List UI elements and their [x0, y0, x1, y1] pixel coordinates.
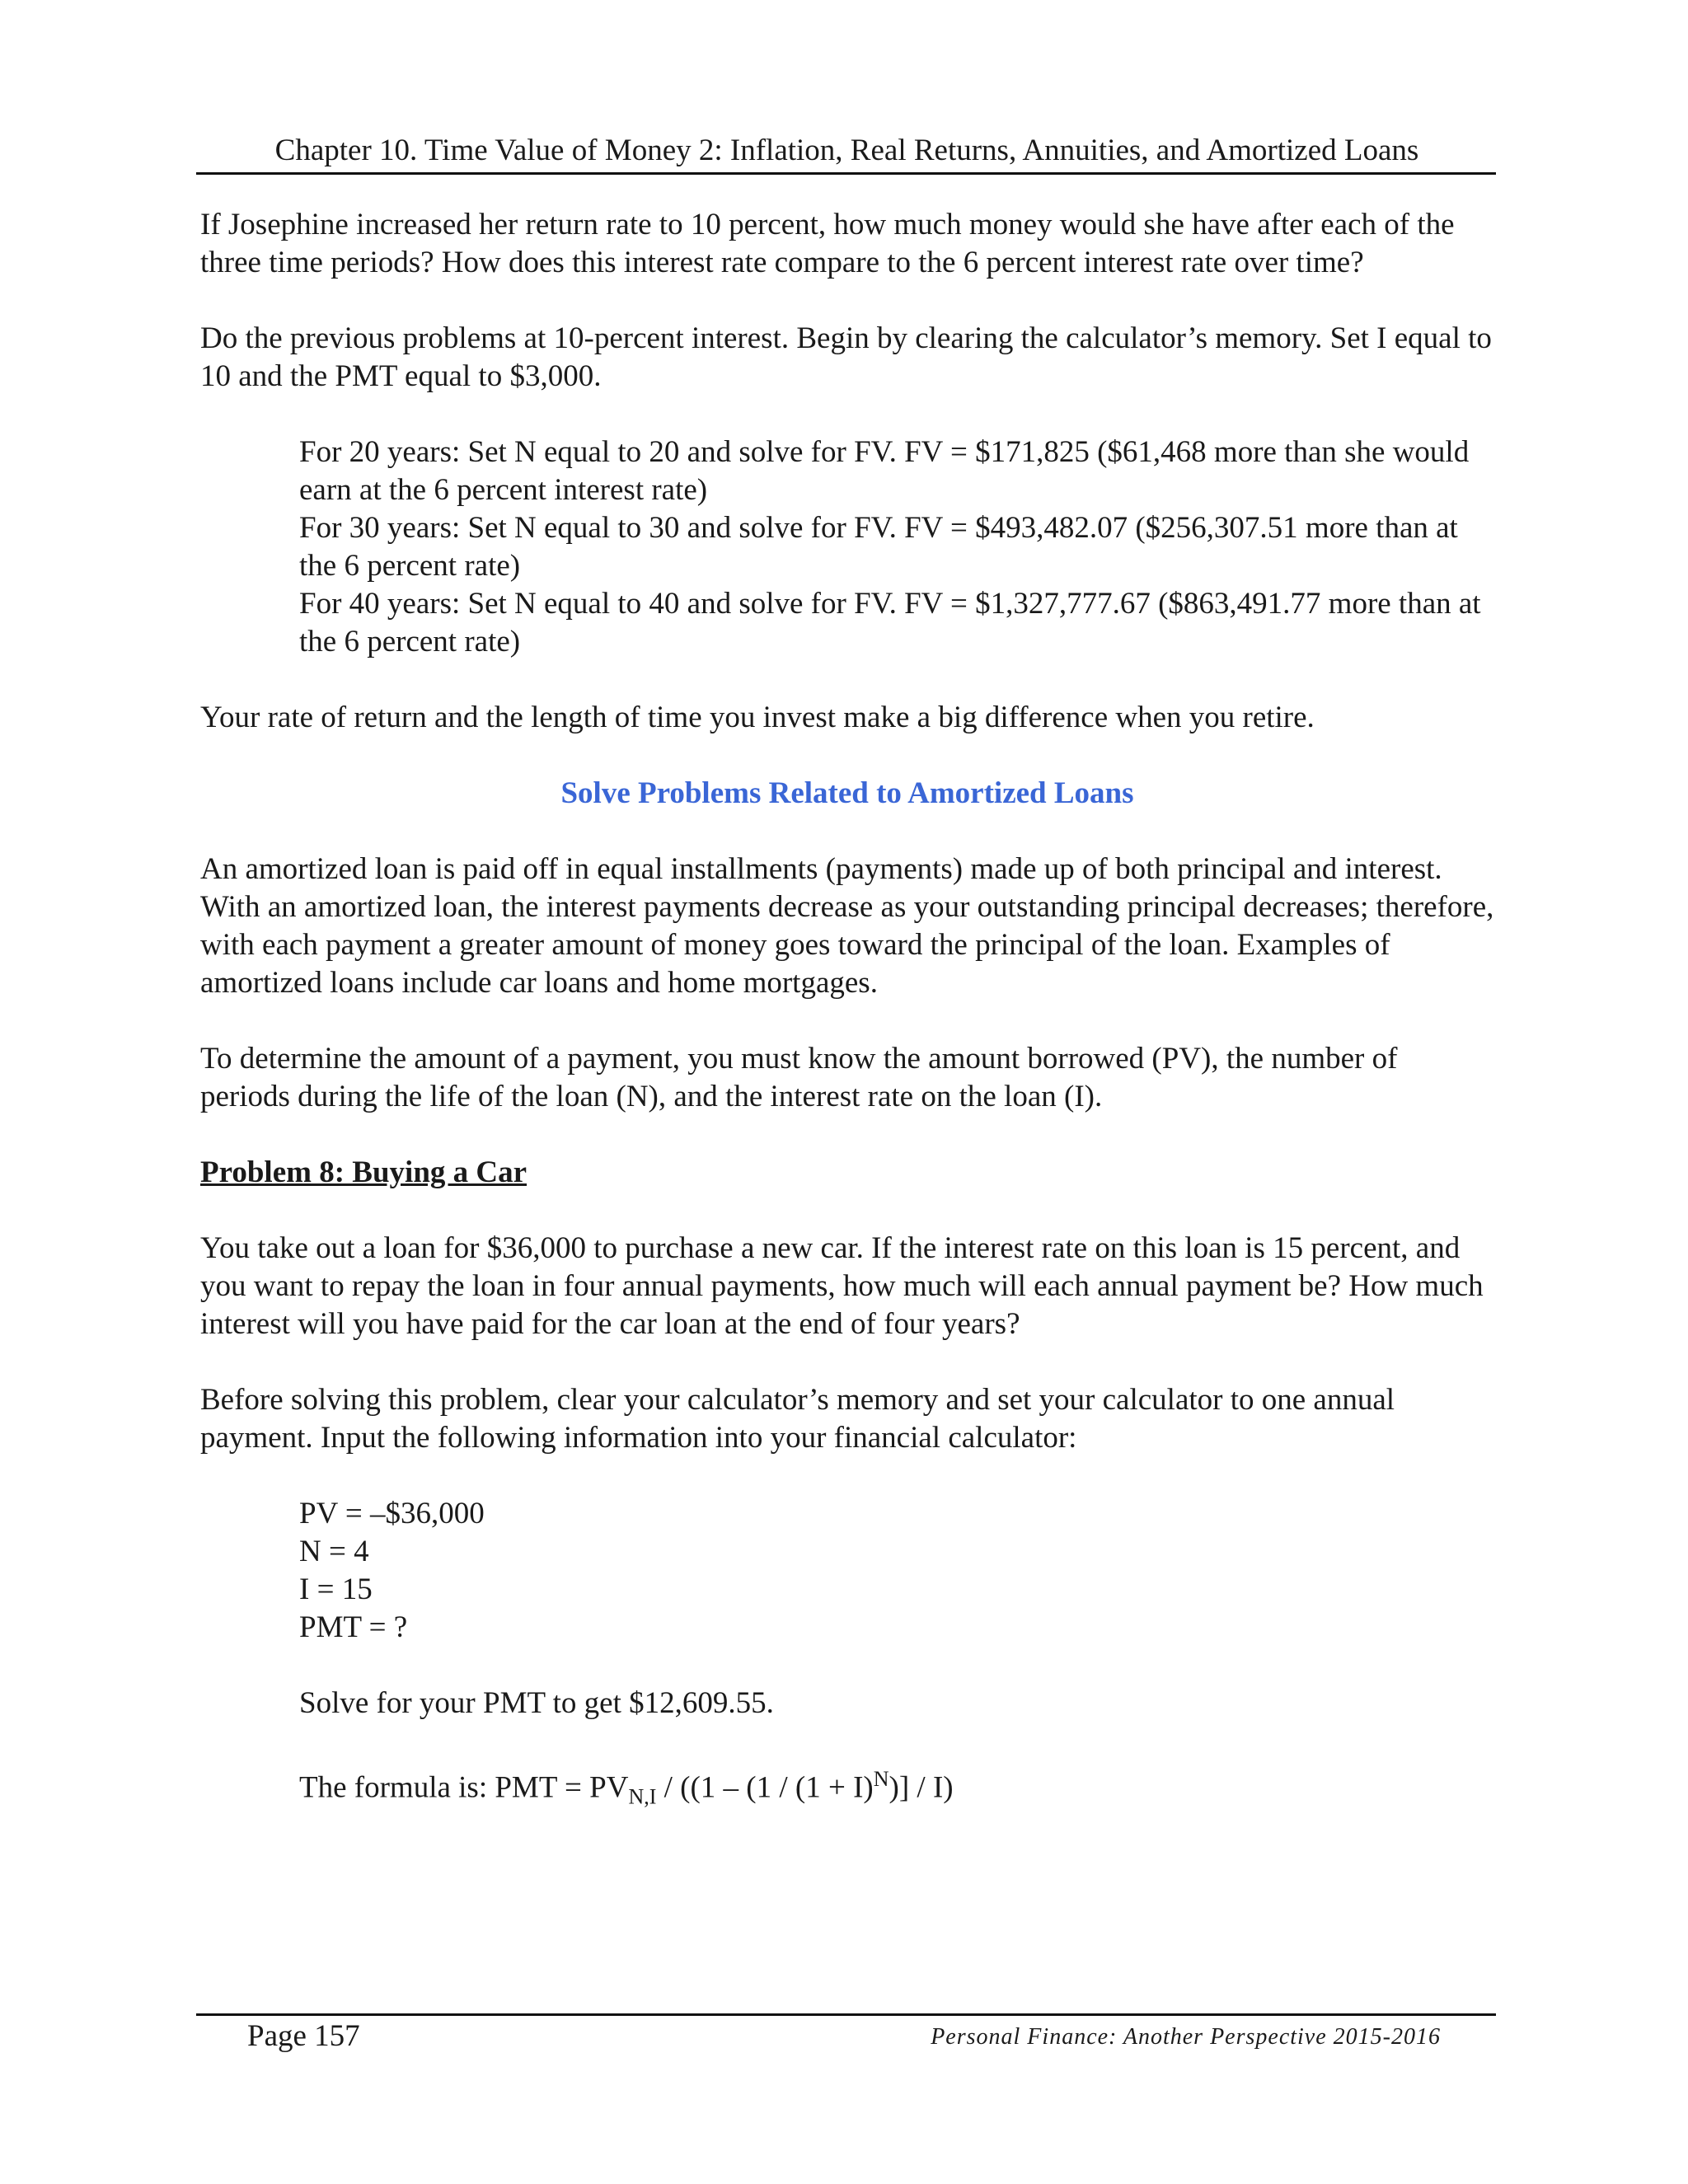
input-pv: PV = –$36,000	[299, 1497, 485, 1530]
formula-suffix: )] / I)	[889, 1770, 954, 1805]
solve-line: Solve for your PMT to get $12,609.55.	[299, 1686, 774, 1720]
paragraph-car-loan: You take out a loan for $36,000 to purchase a new car. If the interest rate on this loan is 15 percent, and you want to repay the loan in four annual payments, how much will each annual payment be? How much interest will you have paid for the car loan at the end of four years?	[200, 1231, 1484, 1341]
paragraph-josephine-question: If Josephine increased her return rate to 10 percent, how much money would she have after each of the three time periods? How does this interest rate compare to the 6 percent interest rate over time?	[200, 208, 1455, 279]
result-30-years: For 30 years: Set N equal to 30 and solve for FV. FV = $493,482.07 ($256,307.51 more than at the 6 percent rate)	[299, 511, 1458, 583]
page-content	[200, 206, 1494, 1816]
paragraph-previous-problems: Do the previous problems at 10-percent interest. Begin by clearing the calculator’s memory. Set I equal to 10 and the PMT equal to $3,000.	[200, 321, 1492, 393]
paragraph-amortized-loan: An amortized loan is paid off in equal installments (payments) made up of both principal and interest. With an amortized loan, the interest payments decrease as your outstanding principal decreases; therefore, with each payment a greater amount of money goes toward the principal of the loan. Examples of amortized loans include car loans and home mortgages.	[200, 852, 1494, 1000]
problem-heading: Problem 8: Buying a Car	[200, 1155, 528, 1189]
paragraph-rate-of-return: Your rate of return and the length of time you invest make a big difference when you retire.	[200, 701, 1315, 734]
book-title: Personal Finance: Another Perspective 2015-2016	[931, 2024, 1441, 2050]
page-number: Page 157	[247, 2019, 360, 2053]
formula-line	[200, 1760, 1494, 1816]
indented-results-list	[200, 434, 1494, 661]
input-pmt: PMT = ?	[299, 1610, 408, 1644]
result-40-years: For 40 years: Set N equal to 40 and solve for FV. FV = $1,327,777.67 ($863,491.77 more than at the 6 percent rate)	[299, 587, 1481, 658]
calculator-inputs	[200, 1495, 1494, 1647]
header-rule	[196, 172, 1496, 175]
paragraph-calculator-setup: Before solving this problem, clear your calculator’s memory and set your calculator to one annual payment. Input the following information into your financial calculator:	[200, 1383, 1395, 1455]
result-20-years: For 20 years: Set N equal to 20 and solve for FV. FV = $171,825 ($61,468 more than she would earn at the 6 percent interest rate)	[299, 435, 1470, 507]
running-header: Chapter 10. Time Value of Money 2: Inflation, Real Returns, Annuities, and Amortized Loans	[274, 134, 1419, 167]
section-heading: Solve Problems Related to Amortized Loans	[560, 776, 1134, 810]
paragraph-determine-payment: To determine the amount of a payment, you must know the amount borrowed (PV), the number of periods during the life of the loan (N), and the interest rate on the loan (I).	[200, 1042, 1398, 1113]
formula-subscript: N,I	[628, 1784, 657, 1809]
input-i: I = 15	[299, 1572, 373, 1606]
formula-prefix: The formula is: PMT = PV	[299, 1770, 629, 1805]
footer-rule	[196, 2013, 1496, 2016]
formula-superscript: N	[873, 1767, 889, 1791]
input-n: N = 4	[299, 1535, 369, 1568]
formula-middle: / ((1 – (1 / (1 + I)	[656, 1770, 874, 1805]
